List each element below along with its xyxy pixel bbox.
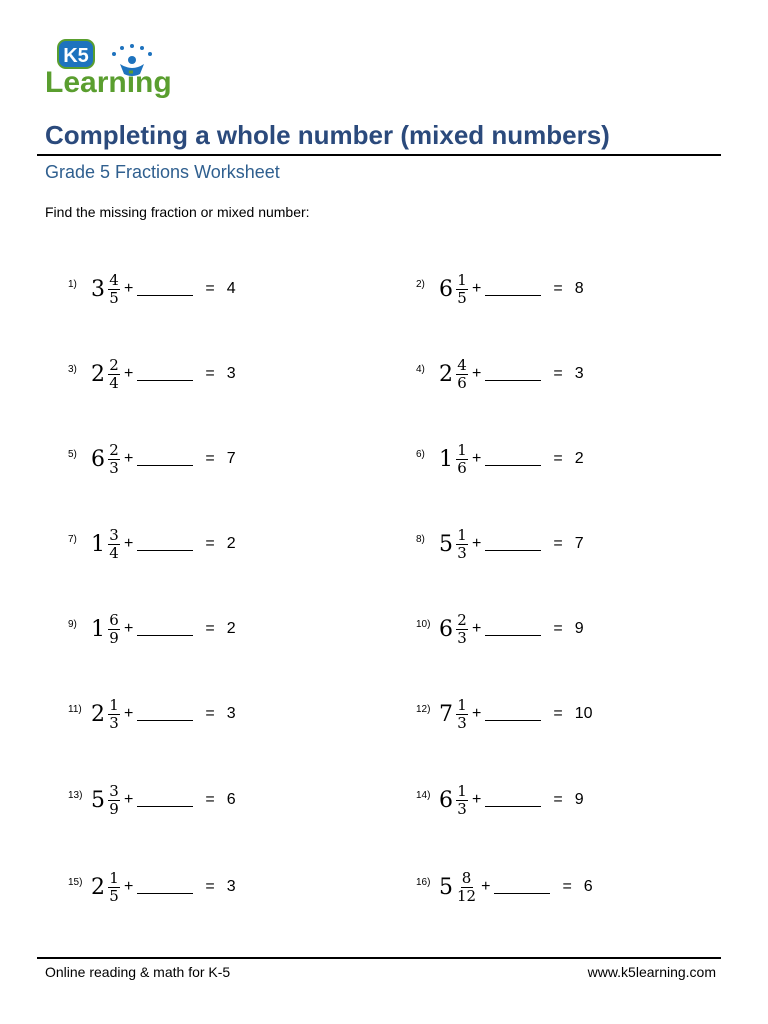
equals-sign: = — [205, 620, 215, 637]
numerator: 3 — [109, 525, 119, 544]
numerator: 3 — [109, 781, 119, 800]
denominator: 4 — [109, 543, 119, 562]
numerator: 1 — [457, 525, 467, 544]
problem-item — [68, 432, 236, 486]
whole-number: 1 — [91, 531, 105, 557]
whole-number: 1 — [91, 616, 105, 642]
equals-sign: = — [205, 878, 215, 895]
denominator: 12 — [457, 886, 477, 905]
answer-blank[interactable] — [137, 720, 193, 721]
equals-sign: = — [553, 280, 563, 297]
denominator: 3 — [109, 713, 119, 732]
result-number: 9 — [574, 620, 584, 637]
problem-number: 1) — [68, 278, 77, 290]
denominator: 4 — [109, 373, 119, 392]
fraction — [456, 357, 468, 392]
denominator: 9 — [109, 628, 119, 647]
numerator: 1 — [457, 781, 467, 800]
result-number: 2 — [226, 620, 236, 637]
problem-item — [68, 347, 236, 401]
answer-blank[interactable] — [137, 465, 193, 466]
numerator: 1 — [457, 695, 467, 714]
problem-item — [416, 262, 584, 316]
problem-number: 7) — [68, 533, 77, 545]
numerator: 4 — [457, 355, 467, 374]
logo-badge: K5 — [63, 45, 89, 67]
denominator: 5 — [457, 288, 467, 307]
plus-sign: + — [124, 365, 134, 382]
plus-sign: + — [472, 280, 482, 297]
equals-sign: = — [205, 535, 215, 552]
person-head-icon — [128, 56, 136, 64]
problem-item — [416, 687, 592, 741]
problem-item — [416, 347, 584, 401]
fraction — [108, 612, 120, 647]
plus-sign: + — [124, 791, 134, 808]
problem-number: 2) — [416, 278, 425, 290]
problem-number: 14) — [416, 789, 431, 801]
plus-sign: + — [124, 620, 134, 637]
result-number: 2 — [574, 450, 584, 467]
plus-sign: + — [472, 791, 482, 808]
fraction — [456, 612, 468, 647]
denominator: 3 — [109, 458, 119, 477]
fraction — [456, 870, 477, 905]
problem-item — [68, 602, 236, 656]
denominator: 6 — [457, 373, 467, 392]
equals-sign: = — [205, 791, 215, 808]
result-number: 2 — [226, 535, 236, 552]
problem-item — [68, 262, 236, 316]
fraction — [456, 272, 468, 307]
fraction — [108, 442, 120, 477]
whole-number: 2 — [439, 361, 453, 387]
problem-item — [68, 517, 236, 571]
equals-sign: = — [205, 280, 215, 297]
problem-number: 16) — [416, 876, 431, 888]
plus-sign: + — [481, 878, 491, 895]
problem-number: 15) — [68, 876, 83, 888]
plus-sign: + — [472, 705, 482, 722]
numerator: 4 — [109, 270, 119, 289]
k5-learning-logo — [44, 38, 178, 98]
whole-number: 6 — [439, 616, 453, 642]
problem-number: 12) — [416, 703, 431, 715]
answer-blank[interactable] — [494, 893, 550, 894]
result-number: 9 — [574, 791, 584, 808]
whole-number: 6 — [439, 276, 453, 302]
fraction — [456, 783, 468, 818]
equals-sign: = — [553, 705, 563, 722]
result-number: 7 — [574, 535, 584, 552]
numerator: 2 — [109, 355, 119, 374]
equals-sign: = — [562, 878, 572, 895]
denominator: 6 — [457, 458, 467, 477]
problem-number: 3) — [68, 363, 77, 375]
problem-item — [416, 517, 584, 571]
answer-blank[interactable] — [137, 893, 193, 894]
result-number: 6 — [226, 791, 236, 808]
numerator: 1 — [457, 440, 467, 459]
instructions: Find the missing fraction or mixed number: — [45, 204, 310, 220]
whole-number: 5 — [439, 531, 453, 557]
numerator: 2 — [109, 440, 119, 459]
footer-tagline: Online reading & math for K-5 — [45, 964, 231, 980]
numerator: 6 — [109, 610, 119, 629]
problem-item — [416, 602, 584, 656]
result-number: 3 — [574, 365, 584, 382]
whole-number: 5 — [91, 787, 105, 813]
fraction — [108, 697, 120, 732]
equals-sign: = — [205, 365, 215, 382]
whole-number: 6 — [91, 446, 105, 472]
result-number: 10 — [574, 705, 593, 722]
problem-number: 5) — [68, 448, 77, 460]
answer-blank[interactable] — [485, 635, 541, 636]
problem-number: 8) — [416, 533, 425, 545]
plus-sign: + — [124, 450, 134, 467]
answer-blank[interactable] — [485, 465, 541, 466]
numerator: 1 — [109, 695, 119, 714]
footer-divider — [37, 957, 721, 959]
numerator: 2 — [457, 610, 467, 629]
result-number: 3 — [226, 365, 236, 382]
answer-blank[interactable] — [485, 550, 541, 551]
denominator: 5 — [109, 288, 119, 307]
answer-blank[interactable] — [137, 550, 193, 551]
page-title: Completing a whole number (mixed numbers) — [45, 120, 610, 150]
fraction — [108, 527, 120, 562]
equals-sign: = — [553, 791, 563, 808]
answer-blank[interactable] — [137, 806, 193, 807]
answer-blank[interactable] — [485, 720, 541, 721]
problem-item — [416, 860, 593, 914]
fraction — [108, 870, 120, 905]
fraction — [456, 527, 468, 562]
fraction — [108, 357, 120, 392]
fraction — [456, 697, 468, 732]
plus-sign: + — [124, 535, 134, 552]
answer-blank[interactable] — [485, 806, 541, 807]
result-number: 3 — [226, 705, 236, 722]
plus-sign: + — [472, 365, 482, 382]
result-number: 6 — [583, 878, 593, 895]
problem-item — [68, 687, 236, 741]
whole-number: 5 — [439, 874, 453, 900]
problem-number: 13) — [68, 789, 83, 801]
denominator: 5 — [109, 886, 119, 905]
denominator: 3 — [457, 713, 467, 732]
problem-item — [68, 860, 236, 914]
whole-number: 1 — [439, 446, 453, 472]
denominator: 9 — [109, 799, 119, 818]
whole-number: 6 — [439, 787, 453, 813]
fraction — [108, 272, 120, 307]
equals-sign: = — [553, 365, 563, 382]
answer-blank[interactable] — [485, 380, 541, 381]
whole-number: 2 — [91, 361, 105, 387]
whole-number: 3 — [91, 276, 105, 302]
plus-sign: + — [472, 620, 482, 637]
equals-sign: = — [205, 705, 215, 722]
equals-sign: = — [205, 450, 215, 467]
numerator: 1 — [457, 270, 467, 289]
answer-blank[interactable] — [485, 295, 541, 296]
denominator: 3 — [457, 628, 467, 647]
denominator: 3 — [457, 543, 467, 562]
plus-sign: + — [124, 878, 134, 895]
problem-item — [68, 773, 236, 827]
problem-number: 11) — [68, 703, 82, 715]
fraction — [456, 442, 468, 477]
answer-blank[interactable] — [137, 380, 193, 381]
plus-sign: + — [472, 535, 482, 552]
equals-sign: = — [553, 620, 563, 637]
numerator: 8 — [461, 868, 472, 887]
whole-number: 2 — [91, 874, 105, 900]
fraction — [108, 783, 120, 818]
problem-number: 4) — [416, 363, 425, 375]
problem-item — [416, 773, 584, 827]
header-divider — [37, 154, 721, 156]
result-number: 4 — [226, 280, 236, 297]
answer-blank[interactable] — [137, 635, 193, 636]
plus-sign: + — [124, 705, 134, 722]
denominator: 3 — [457, 799, 467, 818]
result-number: 8 — [574, 280, 584, 297]
whole-number: 7 — [439, 701, 453, 727]
result-number: 7 — [226, 450, 236, 467]
problem-number: 10) — [416, 618, 431, 630]
plus-sign: + — [472, 450, 482, 467]
problem-number: 6) — [416, 448, 425, 460]
logo-wordmark: Learning — [45, 66, 172, 98]
answer-blank[interactable] — [137, 295, 193, 296]
equals-sign: = — [553, 535, 563, 552]
page-subtitle: Grade 5 Fractions Worksheet — [45, 162, 280, 182]
numerator: 1 — [109, 868, 119, 887]
plus-sign: + — [124, 280, 134, 297]
footer-website: www.k5learning.com — [587, 964, 716, 980]
result-number: 3 — [226, 878, 236, 895]
problem-item — [416, 432, 584, 486]
whole-number: 2 — [91, 701, 105, 727]
problem-number: 9) — [68, 618, 77, 630]
equals-sign: = — [553, 450, 563, 467]
